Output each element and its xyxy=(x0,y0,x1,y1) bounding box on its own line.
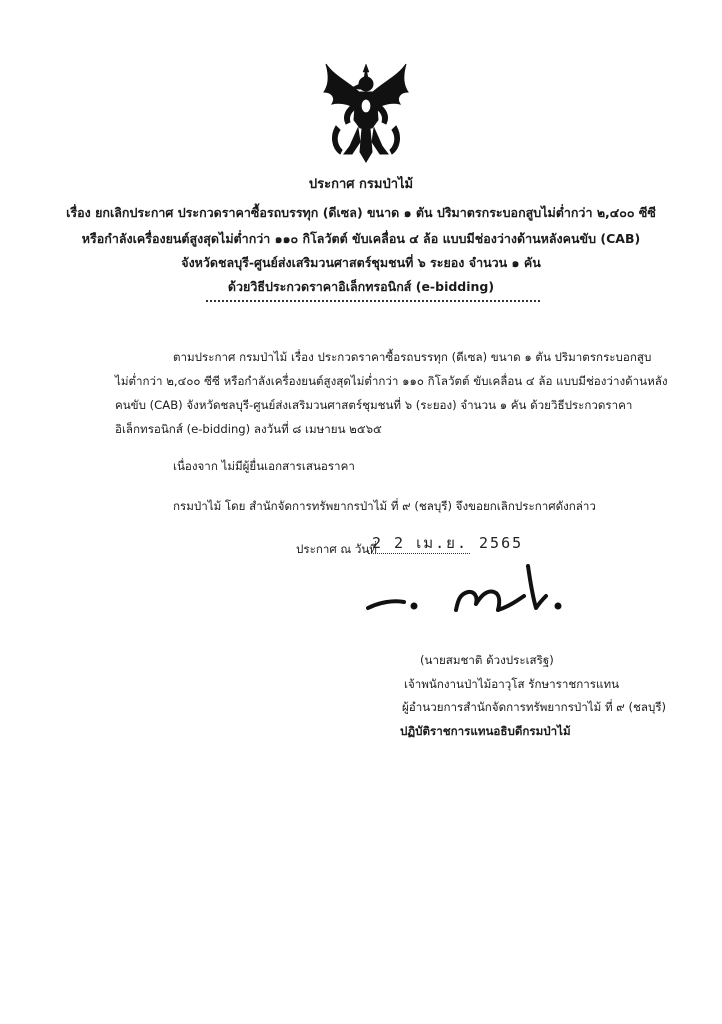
subject-line-3: จังหวัดชลบุรี-ศูนย์ส่งเสริมวนศาสตร์ชุมชนที่ ๖ ระยอง จำนวน ๑ คัน xyxy=(181,255,541,270)
cancellation-text: กรมป่าไม้ โดย สำนักจัดการทรัพยากรป่าไม้ ที่ ๙ (ชลบุรี) จึงขอยกเลิกประกาศดังกล่าว xyxy=(173,499,596,513)
announcement-title: ประกาศ กรมป่าไม้ xyxy=(308,177,414,192)
reason-text: เนื่องจาก ไม่มีผู้ยื่นเอกสารเสนอราคา xyxy=(173,459,355,473)
body-line-3: คนขับ (CAB) จังหวัดชลบุรี-ศูนย์ส่งเสริมวนศาสตร์ชุมชนที่ ๖ (ระยอง) จำนวน ๑ คัน ด้วยวิธีประกวดราคา xyxy=(115,398,633,412)
handwritten-signature xyxy=(360,556,570,618)
body-line-2: ไม่ต่ำกว่า ๒,๔๐๐ ซีซี หรือกำลังเครื่องยนต์สูงสุดไม่ต่ำกว่า ๑๑๐ กิโลวัตต์ ขับเคลื่อน ๔ ล้อ แบบมีช่องว่างด้านหลัง xyxy=(115,374,668,388)
date-stamp: 2 2 เม.ย. 2565 xyxy=(372,534,524,552)
signatory-position-2: ผู้อำนวยการสำนักจัดการทรัพยากรป่าไม้ ที่ ๙ (ชลบุรี) xyxy=(402,700,667,714)
subject-line-1: เรื่อง ยกเลิกประกาศ ประกวดราคาซื้อรถบรรทุก (ดีเซล) ขนาด ๑ ตัน ปริมาตรกระบอกสูบไม่ต่ำกว่า ๒,๔๐๐ ซีซี xyxy=(66,205,656,220)
garuda-emblem xyxy=(322,62,410,166)
separator-dotted-line xyxy=(206,300,540,302)
subject-line-2: หรือกำลังเครื่องยนต์สูงสุดไม่ต่ำกว่า ๑๑๐ กิโลวัตต์ ขับเคลื่อน ๔ ล้อ แบบมีช่องว่างด้านหลังคนขับ (CAB) xyxy=(81,231,641,246)
body-line-1: ตามประกาศ กรมป่าไม้ เรื่อง ประกวดราคาซื้อรถบรรทุก (ดีเซล) ขนาด ๑ ตัน ปริมาตรกระบอกสูบ xyxy=(173,350,652,364)
signatory-position-3: ปฏิบัติราชการแทนอธิบดีกรมป่าไม้ xyxy=(400,724,571,738)
signatory-name: (นายสมชาติ ด้วงประเสริฐ) xyxy=(420,653,554,667)
date-label: ประกาศ ณ วันที่ xyxy=(296,542,377,556)
subject-line-4: ด้วยวิธีประกวดราคาอิเล็กทรอนิกส์ (e-bidding) xyxy=(227,279,495,294)
signatory-position-1: เจ้าพนักงานป่าไม้อาวุโส รักษาราชการแทน xyxy=(404,677,620,691)
body-line-4: อิเล็กทรอนิกส์ (e-bidding) ลงวันที่ ๘ เมษายน ๒๕๖๕ xyxy=(115,422,382,436)
